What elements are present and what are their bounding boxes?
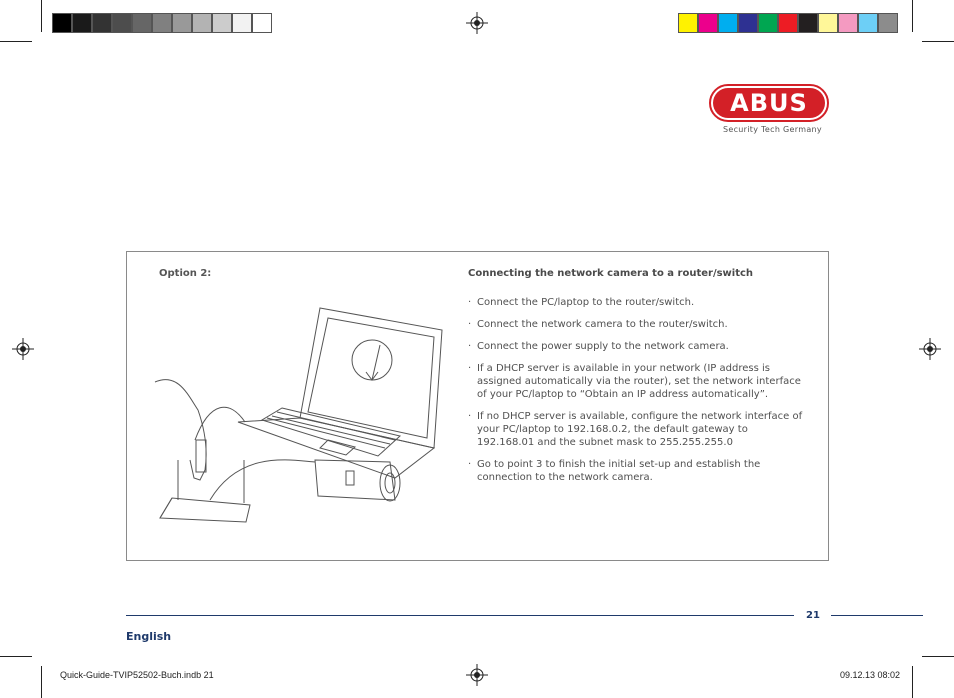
registration-mark-icon bbox=[466, 12, 488, 34]
print-slug-file: Quick-Guide-TVIP52502-Buch.indb 21 bbox=[60, 670, 214, 680]
color-swatch bbox=[252, 13, 272, 33]
step-item: · Connect the power supply to the network camera. bbox=[468, 340, 808, 353]
color-swatch bbox=[758, 13, 778, 33]
crop-mark bbox=[912, 0, 913, 32]
steps-list bbox=[468, 296, 808, 493]
network-setup-illustration bbox=[150, 300, 450, 530]
step-item: · Connect the PC/laptop to the router/switch. bbox=[468, 296, 808, 309]
footer-rule bbox=[126, 615, 794, 616]
language-label: English bbox=[126, 630, 172, 643]
registration-mark-icon bbox=[919, 338, 941, 360]
gray-calibration-bar bbox=[52, 13, 272, 33]
color-swatch bbox=[838, 13, 858, 33]
color-swatch bbox=[192, 13, 212, 33]
page-number: 21 bbox=[806, 610, 820, 621]
crop-mark bbox=[0, 41, 32, 42]
crop-mark bbox=[41, 0, 42, 32]
color-swatch bbox=[738, 13, 758, 33]
color-swatch bbox=[212, 13, 232, 33]
color-swatch bbox=[678, 13, 698, 33]
logo-tagline: Security Tech Germany bbox=[723, 125, 822, 134]
color-swatch bbox=[698, 13, 718, 33]
crop-mark bbox=[922, 41, 954, 42]
color-swatch bbox=[718, 13, 738, 33]
step-item: · If a DHCP server is available in your network (IP address is assigned automatically via the router), set the network interface of your PC/laptop to “Obtain an IP address automatically”. bbox=[468, 362, 808, 401]
step-item: · If no DHCP server is available, configure the network interface of your PC/laptop to 192.168.0.2, the default gateway to 192.168.01 and the subnet mask to 255.255.255.0 bbox=[468, 410, 808, 449]
color-swatch bbox=[112, 13, 132, 33]
print-slug-date: 09.12.13 08:02 bbox=[840, 670, 901, 680]
logo-wordmark: ABUS bbox=[713, 88, 825, 118]
color-swatch bbox=[858, 13, 878, 33]
step-item: · Connect the network camera to the router/switch. bbox=[468, 318, 808, 331]
footer-rule bbox=[831, 615, 923, 616]
color-swatch bbox=[172, 13, 192, 33]
color-swatch bbox=[152, 13, 172, 33]
color-swatch bbox=[878, 13, 898, 33]
color-swatch bbox=[778, 13, 798, 33]
crop-mark bbox=[922, 656, 954, 657]
color-swatch bbox=[132, 13, 152, 33]
crop-mark bbox=[41, 666, 42, 698]
color-swatch bbox=[232, 13, 252, 33]
color-swatch bbox=[72, 13, 92, 33]
registration-mark-icon bbox=[466, 664, 488, 686]
color-swatch bbox=[818, 13, 838, 33]
color-calibration-bar bbox=[678, 13, 898, 33]
color-swatch bbox=[798, 13, 818, 33]
crop-mark bbox=[912, 666, 913, 698]
section-heading: Connecting the network camera to a router/switch bbox=[468, 268, 754, 279]
crop-mark bbox=[0, 656, 32, 657]
step-item: · Go to point 3 to finish the initial set-up and establish the connection to the network camera. bbox=[468, 458, 808, 484]
registration-mark-icon bbox=[12, 338, 34, 360]
color-swatch bbox=[52, 13, 72, 33]
option-label: Option 2: bbox=[159, 268, 212, 279]
color-swatch bbox=[92, 13, 112, 33]
abus-logo bbox=[709, 84, 829, 122]
